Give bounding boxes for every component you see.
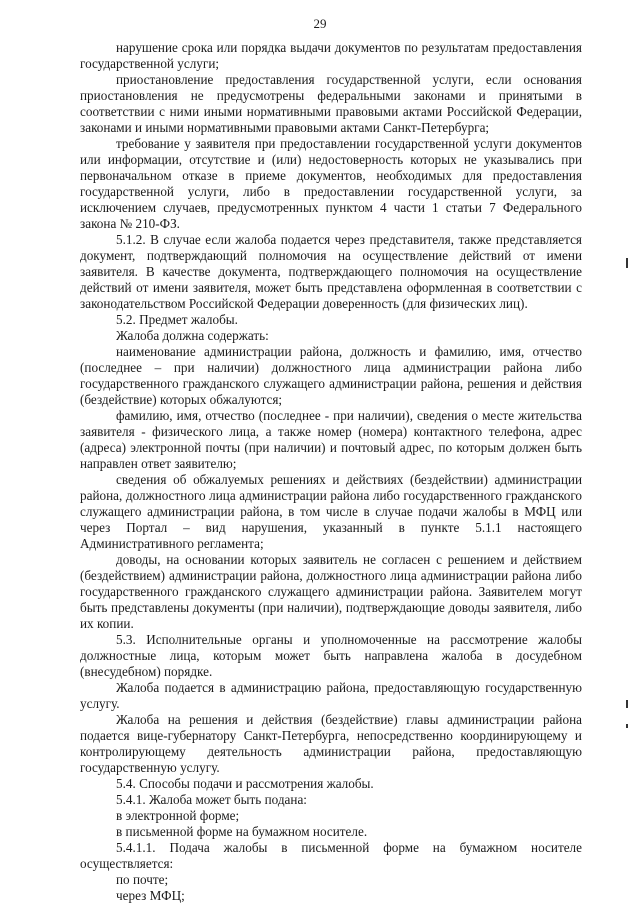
scan-margin-mark	[626, 258, 628, 268]
list-item: в письменной форме на бумажном носителе.	[116, 824, 368, 839]
page-number: 29	[313, 16, 327, 31]
list-item: по почте;	[116, 872, 169, 887]
paragraph: наименование администрации района, должность и фамилию, имя, отчество (последнее – при наличии) должностного лица администрации района либо государственного гражданского служащего администрации района, решения и действия (бездействие) которых обжалуются;	[80, 344, 582, 407]
paragraph: требование у заявителя при предоставлении государственной услуги документов или информации, отсутствие и (или) недостоверность которых не указывались при первоначальном отказе в приеме документов, необходимых для предоставления государственной услуги, либо в предоставлении государственной услуги, за исключением случаев, предусмотренных пунктом 4 части 1 статьи 7 Федерального закона № 210-ФЗ.	[80, 136, 582, 231]
document-body	[80, 40, 582, 904]
paragraph: 5.1.2. В случае если жалоба подается через представителя, также представляется документ, подтверждающий полномочия на осуществление действий от имени заявителя. В качестве документа, подтверждающего полномочия на осуществление действий от имени заявителя, может быть представлена оформленная в соответствии с законодательством Российской Федерации доверенность (для физических лиц).	[80, 232, 582, 311]
list-item: через МФЦ;	[116, 888, 185, 903]
paragraph: Жалоба на решения и действия (бездействие) главы администрации района подается вице-губернатору Санкт-Петербурга, непосредственно координирующему и контролирующему деятельность администрации района, предоставляющую государственную услугу.	[80, 712, 582, 775]
paragraph: фамилию, имя, отчество (последнее - при наличии), сведения о месте жительства заявителя - физического лица, а также номер (номера) контактного телефона, адрес (адреса) электронной почты (при наличии) и почтовый адрес, по которым должен быть направлен ответ заявителю;	[80, 408, 582, 471]
section-heading: 5.3. Исполнительные органы и уполномоченные на рассмотрение жалобы должностные лица, которым может быть направлена жалоба в досудебном (внесудебном) порядке.	[80, 632, 582, 679]
list-item: в электронной форме;	[116, 808, 240, 823]
paragraph: Жалоба подается в администрацию района, предоставляющую государственную услугу.	[80, 680, 582, 711]
paragraph: 5.4.1. Жалоба может быть подана:	[116, 792, 307, 807]
paragraph: 5.4.1.1. Подача жалобы в письменной форме на бумажном носителе осуществляется:	[80, 840, 582, 871]
paragraph: доводы, на основании которых заявитель не согласен с решением и действием (бездействием) администрации района, должностного лица администрации района либо государственного гражданского служащего администрации района. Заявителем могут быть представлены документы (при наличии), подтверждающие доводы заявителя, либо их копии.	[80, 552, 582, 631]
section-heading: 5.4. Способы подачи и рассмотрения жалобы.	[116, 776, 374, 791]
scan-margin-mark	[626, 700, 628, 708]
paragraph: приостановление предоставления государственной услуги, если основания приостановления не предусмотрены федеральными законами и принятыми в соответствии с ними иными нормативными правовыми актами Российской Федерации, законами и иными нормативными правовыми актами Санкт-Петербурга;	[80, 72, 582, 135]
scan-margin-mark	[626, 724, 628, 728]
paragraph: сведения об обжалуемых решениях и действиях (бездействии) администрации района, должностного лица администрации района либо государственного гражданского служащего администрации района, в том числе в случае подачи жалобы в МФЦ или через Портал – вид нарушения, указанный в пункте 5.1.1 настоящего Административного регламента;	[80, 472, 582, 551]
paragraph: нарушение срока или порядка выдачи документов по результатам предоставления государственной услуги;	[80, 40, 582, 71]
paragraph: Жалоба должна содержать:	[116, 328, 269, 343]
section-heading: 5.2. Предмет жалобы.	[116, 312, 238, 327]
